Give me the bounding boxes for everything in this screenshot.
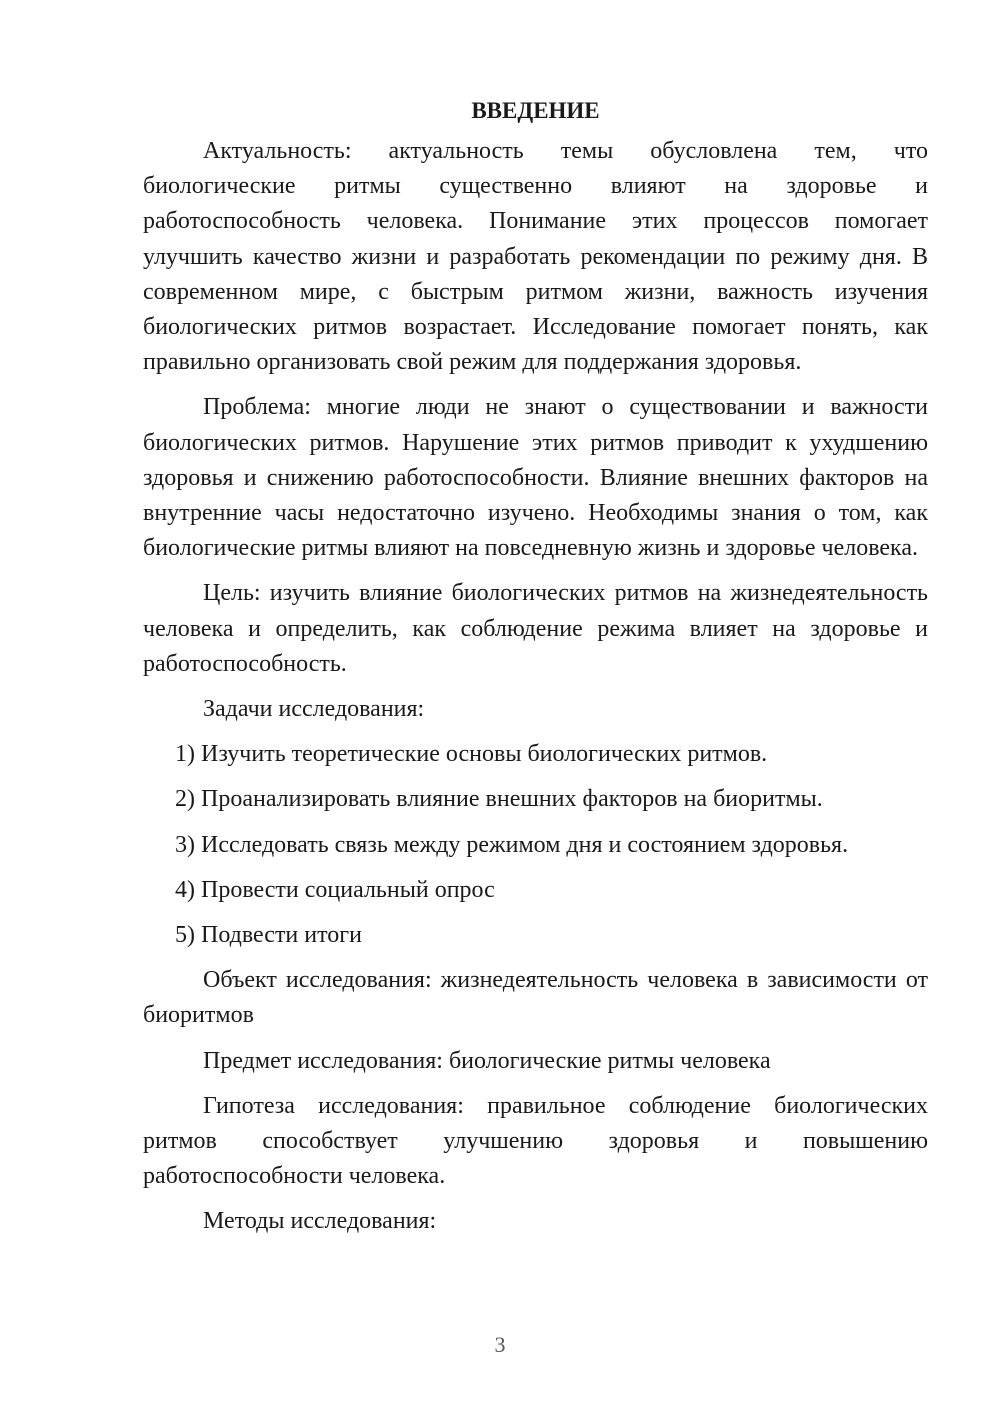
relevance-paragraph: Актуальность: актуальность темы обусловлена тем, что биологические ритмы существенно влияют на здоровье и работоспособность человека. Понимание этих процессов помогает улучшить качество жизни и разработать рекомендации по режиму дня. В современном мире, с быстрым ритмом жизни, важность изучения биологических ритмов возрастает. Исследование помогает понять, как правильно организовать свой режим для поддержания здоровья. [143,138,928,376]
page-number: 3 [494,1332,506,1357]
page-title: ВВЕДЕНИЕ [471,98,600,123]
methods-heading: Методы исследования: [203,1208,437,1235]
subject-paragraph: Предмет исследования: биологические ритмы человека [203,1047,771,1074]
object-paragraph: Объект исследования: жизнедеятельность человека в зависимости от биоритмов [143,967,928,1029]
tasks-heading: Задачи исследования: [203,696,425,723]
problem-paragraph: Проблема: многие люди не знают о существовании и важности биологических ритмов. Нарушение этих ритмов приводит к ухудшению здоровья и снижению работоспособности. Влияние внешних факторов на внутренние часы недостаточно изучено. Необходимы знания о том, как биологические ритмы влияют на повседневную жизнь и здоровье человека. [143,394,928,562]
task-item-1: 1) Изучить теоретические основы биологических ритмов. [175,741,768,768]
task-item-3: 3) Исследовать связь между режимом дня и состоянием здоровья. [175,831,849,858]
task-item-2: 2) Проанализировать влияние внешних факторов на биоритмы. [175,786,823,813]
page-content [143,96,928,1250]
hypothesis-paragraph: Гипотеза исследования: правильное соблюдение биологических ритмов способствует улучшению здоровья и повышению работоспособности человека. [143,1092,928,1190]
goal-paragraph: Цель: изучить влияние биологических ритмов на жизнедеятельность человека и определить, как соблюдение режима влияет на здоровье и работоспособность. [143,580,928,677]
task-item-4: 4) Провести социальный опрос [175,876,495,903]
task-item-5: 5) Подвести итоги [175,922,362,949]
tasks-list [143,737,928,953]
